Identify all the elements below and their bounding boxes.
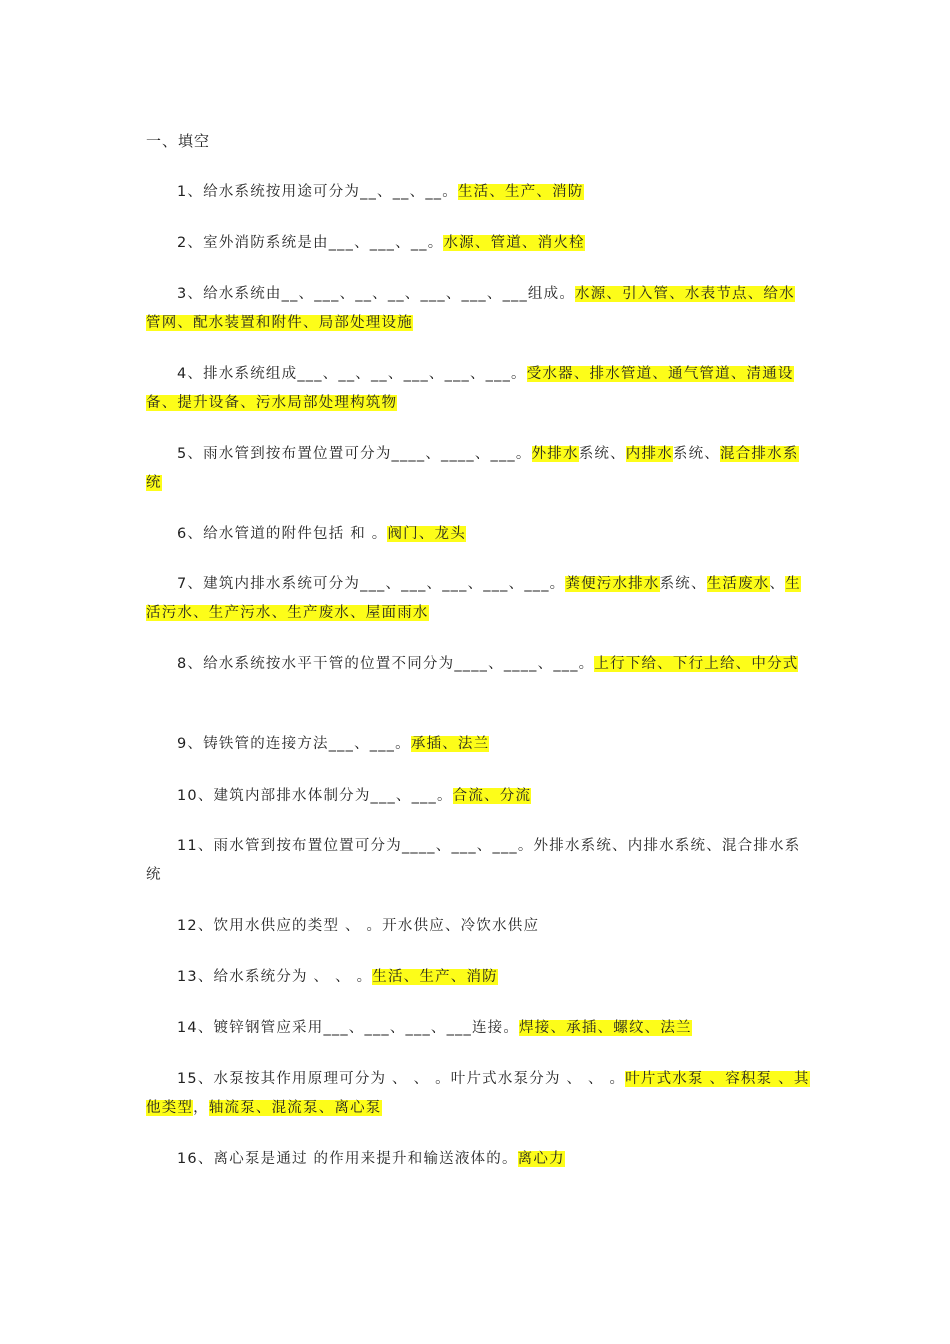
question-text: 14、镀锌钢管应采用___、___、___、___连接。: [177, 1020, 520, 1036]
answer-highlight: 生活、生产、消防: [457, 184, 584, 200]
question-item: [146, 730, 810, 759]
question-text: 5、雨水管到按布置位置可分为____、____、___。: [177, 446, 532, 462]
answer-highlight: 叶片式水泵 、容积泵 、其他类型: [146, 1071, 810, 1116]
question-text: ，: [193, 1100, 209, 1116]
question-item: [146, 520, 810, 549]
question-text: 10、建筑内部排水体制分为___、___。: [177, 788, 453, 804]
question-text: 1、给水系统按用途可分为__、__、__。: [177, 184, 458, 200]
answer-highlight: 生活污水、生产污水、生产废水、屋面雨水: [146, 576, 801, 621]
answer-highlight: 粪便污水排水: [565, 576, 660, 592]
answer-highlight: 承插、法兰: [410, 736, 490, 752]
question-item: [146, 178, 810, 207]
question-text: 系统、: [578, 446, 626, 462]
section-title: 一、填空: [146, 132, 211, 150]
question-text: 15、水泵按其作用原理可分为 、 、 。叶片式水泵分为 、 、 。: [177, 1071, 626, 1087]
question-text: 4、排水系统组成___、__、__、___、___、___。: [177, 366, 527, 382]
answer-highlight: 内排水: [625, 446, 673, 462]
question-text: 7、建筑内排水系统可分为___、___、___、___、___。: [177, 576, 566, 592]
question-item: [146, 1145, 810, 1174]
question-item: [146, 229, 810, 258]
question-item: [146, 963, 810, 992]
answer-highlight: 生活、生产、消防: [372, 969, 498, 985]
answer-highlight: 受水器、排水管道、通气管道、清通设备、提升设备、污水局部处理构筑物: [146, 366, 794, 411]
question-item: [146, 912, 810, 941]
answer-highlight: 生活废水: [706, 576, 770, 592]
answer-highlight: 上行下给、下行上给、中分式: [594, 656, 799, 672]
question-text: 6、给水管道的附件包括 和 。: [177, 526, 388, 542]
answer-highlight: 焊接、承插、螺纹、法兰: [519, 1020, 692, 1036]
answer-highlight: 混合排水系统: [146, 446, 799, 491]
question-item: [146, 832, 810, 890]
question-text: 系统、: [672, 446, 721, 462]
answer-highlight: 外排水: [531, 446, 579, 462]
question-text: 9、铸铁管的连接方法___、___。: [177, 736, 411, 752]
question-text: 系统、: [659, 576, 707, 592]
question-item: [146, 440, 810, 498]
answer-highlight: 阀门、龙头: [387, 526, 466, 542]
answer-highlight: 水源、管道、消火栓: [443, 235, 585, 251]
question-text: 12、饮用水供应的类型 、 。开水供应、冷饮水供应: [177, 918, 540, 934]
question-item: [146, 650, 810, 679]
question-item: [146, 1065, 810, 1123]
question-text: 11、雨水管到按布置位置可分为____、___、___。外排水系统、内排水系统、混合排水系统: [146, 838, 801, 883]
question-item: [146, 570, 810, 628]
question-item: [146, 782, 810, 811]
question-text: 3、给水系统由__、___、__、__、___、___、___组成。: [177, 286, 576, 302]
question-item: [146, 280, 810, 338]
answer-highlight: 水源、引入管、水表节点、给水管网、配水装置和附件、局部处理设施: [146, 286, 795, 331]
question-text: 13、给水系统分为 、 、 。: [177, 969, 373, 985]
question-text: 8、给水系统按水平干管的位置不同分为____、____、___。: [177, 656, 595, 672]
question-text: 2、室外消防系统是由___、___、__。: [177, 235, 444, 251]
answer-highlight: 合流、分流: [452, 788, 532, 804]
question-item: [146, 1014, 810, 1043]
question-text: 16、离心泵是通过 的作用来提升和输送液体的。: [177, 1151, 518, 1167]
question-text: 、: [769, 576, 786, 592]
question-item: [146, 360, 810, 418]
answer-highlight: 离心力: [517, 1151, 565, 1167]
answer-highlight: 轴流泵、混流泵、离心泵: [208, 1100, 382, 1116]
